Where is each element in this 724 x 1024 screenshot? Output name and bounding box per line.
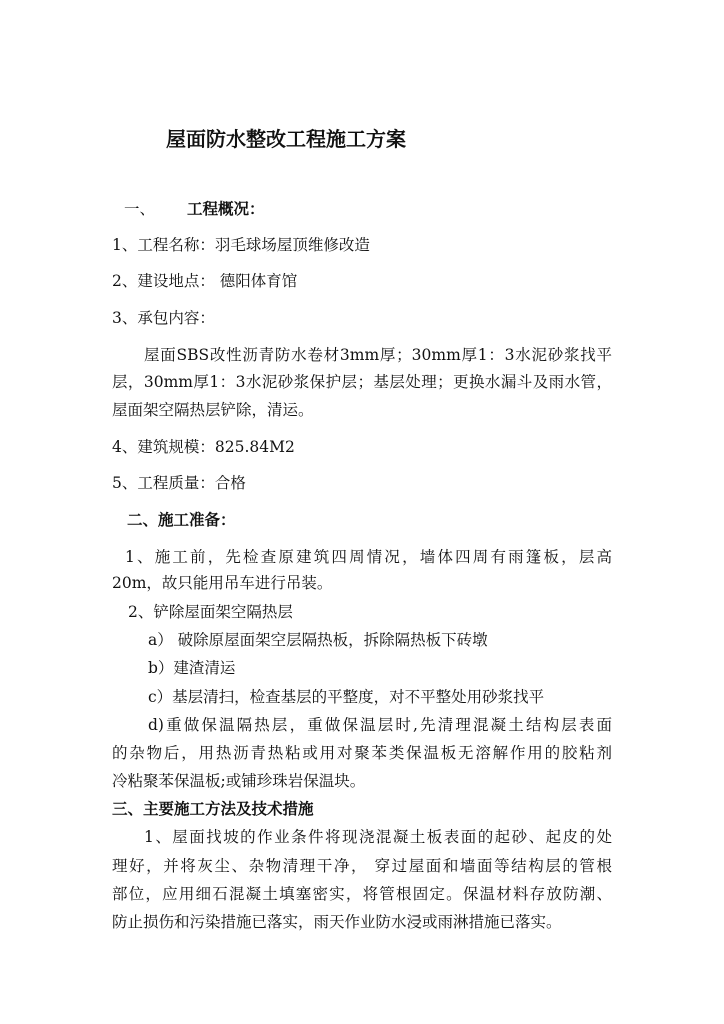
section2-heading: 二、施工准备： [127, 511, 236, 529]
contract-content-line-3: 屋面架空隔热层铲除，清运。 [112, 401, 314, 419]
section3-line-1: 1、屋面找坡的作业条件将现浇混凝土板表面的起砂、起皮的处 [144, 828, 612, 846]
section2-line-5: b）建渣清运 [148, 659, 236, 677]
section1-heading: 工程概况： [187, 200, 265, 218]
section1-item-5: 5、工程质量：合格 [112, 474, 246, 492]
section3-line-2: 理好，并将灰尘、杂物清理干净， 穿过屋面和墙面等结构层的管根 [112, 857, 612, 875]
section2-line-1: 1、施工前，先检查原建筑四周情况，墙体四周有雨篷板，层高 [125, 548, 612, 566]
section1-item-4: 4、建筑规模：825.84M2 [112, 438, 295, 456]
section2-line-3: 2、铲除屋面架空隔热层 [128, 603, 293, 621]
section2-line-4: a） 破除原屋面架空层隔热板，拆除隔热板下砖墩 [148, 631, 488, 649]
section1-item-3: 3、承包内容： [112, 309, 215, 327]
section3-heading: 三、主要施工方法及技术措施 [112, 800, 314, 818]
page-title: 屋面防水整改工程施工方案 [166, 127, 406, 151]
section3-line-4: 防止损伤和污染措施已落实，雨天作业防水浸或雨淋措施已落实。 [112, 913, 562, 931]
section3-line-3: 部位，应用细石混凝土填塞密实，将管根固定。保温材料存放防潮、 [112, 885, 612, 903]
section2-line-8: 的杂物后，用热沥青热粘或用对聚苯类保温板无溶解作用的胶粘剂 [112, 744, 612, 762]
section2-line-6: c）基层清扫，检查基层的平整度，对不平整处用砂浆找平 [148, 688, 545, 706]
section1-item-1: 1、工程名称：羽毛球场屋顶维修改造 [112, 236, 370, 254]
section2-line-7: d)重做保温隔热层，重做保温层时,先清理混凝土结构层表面 [148, 716, 612, 734]
section2-line-9: 冷粘聚苯保温板;或铺珍珠岩保温块。 [112, 772, 366, 790]
section2-line-2: 20m，故只能用吊车进行吊装。 [112, 574, 333, 592]
contract-content-line-2: 层，30mm厚1：3水泥砂浆保护层；基层处理；更换水漏斗及雨水管， [112, 373, 612, 391]
section1-number: 一、 [124, 200, 156, 218]
section1-item-2: 2、建设地点： 德阳体育馆 [112, 272, 298, 290]
contract-content-line-1: 屋面SBS改性沥青防水卷材3mm厚；30mm厚1：3水泥砂浆找平 [144, 346, 612, 364]
